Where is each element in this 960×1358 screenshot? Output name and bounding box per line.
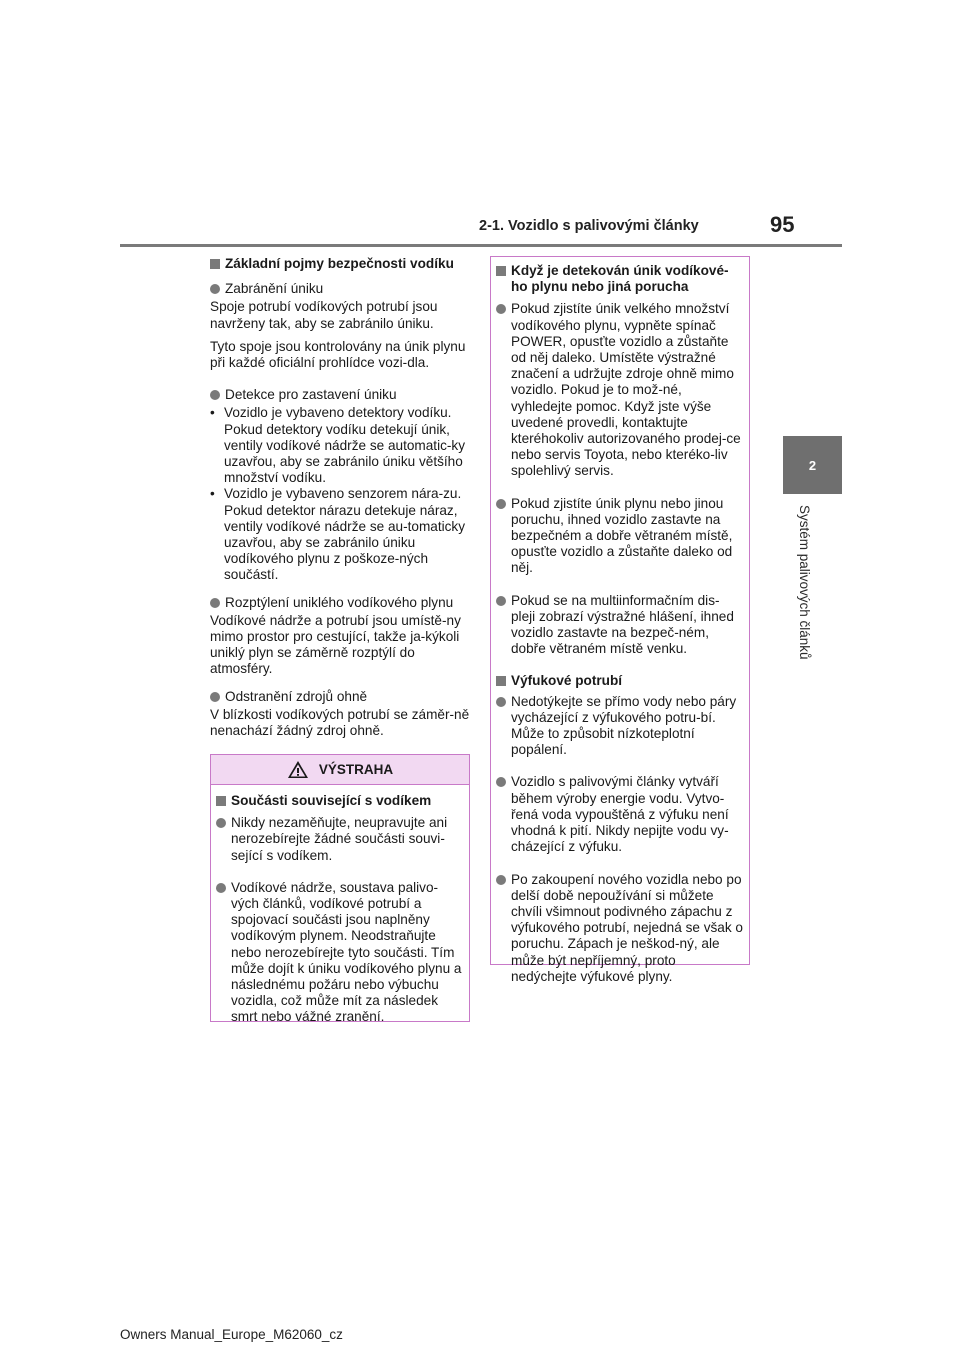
circle-bullet-icon (496, 875, 506, 885)
bullet-item: Pokud zjistíte únik velkého množství vodíkového plynu, vypněte spínač POWER, opusťte vozidlo a zůstaňte od něj daleko. Umístěte výstražné značení a udržujte zdroje ohně mimo vozidlo. Pokud je to mož-né, vyhledejte pomoc. Když jste výše uvedené provedli, kontaktujte kteréhokoliv autorizovaného prodej-ce nebo servis Toyota, nebo kteréko-liv spolehlivý servis. (496, 301, 743, 479)
square-bullet-icon (496, 266, 506, 276)
sub-list-item: • Vozidlo je vybaveno detektory vodíku. Pokud detektory vodíku detekují únik, ventily vodíkové nádrže se automatic-ky uzavřou, aby se zabránilo úniku většího množství vodíku. (210, 405, 466, 486)
circle-bullet-icon (496, 304, 506, 314)
bullet-item: Pokud se na multiinformačním dis-pleji zobrazí výstražné hlášení, ihned vozidlo zastavte na bezpeč-ném, dobře větraném místě venku. (496, 593, 743, 658)
header-divider (120, 244, 842, 247)
bullet-item: Zabránění úniku (210, 281, 472, 297)
section-heading: Když je detekován únik vodíkové-ho plynu nebo jiná porucha (496, 263, 743, 295)
bullet-item: Nedotýkejte se přímo vody nebo páry vycházející z výfukového potru-bí. Může to způsobit nízkoteplotní popálení. (496, 694, 743, 759)
bullet-item: Detekce pro zastavení úniku (210, 387, 472, 403)
circle-bullet-icon (216, 818, 226, 828)
circle-bullet-icon (496, 596, 506, 606)
circle-bullet-icon (496, 499, 506, 509)
left-column (210, 256, 472, 746)
warning-header (211, 755, 469, 785)
page-number: 95 (770, 212, 795, 237)
chapter-tab (783, 436, 842, 494)
section-heading: Součásti související s vodíkem (216, 793, 463, 809)
paragraph: V blízkosti vodíkových potrubí se záměr-ně nenachází žádný zdroj ohně. (210, 706, 470, 739)
chapter-number: 2 (808, 457, 817, 473)
circle-bullet-icon (210, 284, 220, 294)
square-bullet-icon (210, 259, 220, 269)
circle-bullet-icon (210, 598, 220, 608)
section-heading: Základní pojmy bezpečnosti vodíku (210, 256, 472, 272)
warning-box (210, 754, 470, 1025)
section-title: 2-1. Vozidlo s palivovými články (479, 218, 699, 234)
circle-bullet-icon (210, 390, 220, 400)
paragraph: Vodíkové nádrže a potrubí jsou umístě-ny mimo prostor pro cestující, takže ja-kýkoli uniklý plyn se záměrně rozptýlí do atmosféry. (210, 612, 461, 677)
bullet-item: Odstranění zdrojů ohně (210, 689, 472, 705)
bullet-item: Pokud zjistíte únik plynu nebo jinou poruchu, ihned vozidlo zastavte na bezpečném a dobře větraném místě, opusťte vozidlo a zůstaňte daleko od něj. (496, 496, 743, 577)
footer-doc-id: Owners Manual_Europe_M62060_cz (120, 1327, 343, 1342)
warning-title: VÝSTRAHA (318, 762, 394, 777)
right-info-box (490, 256, 750, 984)
bullet-item: Nikdy nezaměňujte, neupravujte ani nerozebírejte žádné součásti souvi-sející s vodíkem. (216, 815, 463, 864)
circle-bullet-icon (216, 883, 226, 893)
square-bullet-icon (216, 796, 226, 806)
bullet-item: Vodíkové nádrže, soustava palivo-vých článků, vodíkové potrubí a spojovací součásti jsou naplněny vodíkovým plynem. Neodstraňujte nebo nerozebírejte tyto součásti. Tím může dojít k úniku vodíkového plynu a následnému požáru nebo výbuchu vozidla, což může mít za následek smrt nebo vážné zranění. (216, 880, 463, 1026)
square-bullet-icon (496, 676, 506, 686)
bullet-item: Rozptýlení uniklého vodíkového plynu (210, 595, 472, 611)
warning-triangle-icon (287, 760, 309, 779)
circle-bullet-icon (496, 697, 506, 707)
bullet-item: Vozidlo s palivovými články vytváří během výroby energie vodu. Vytvo-řená voda vypouštěná z výfuku není vhodná k pití. Nikdy nepijte vodu vy-cházející z výfuku. (496, 774, 743, 855)
section-heading: Výfukové potrubí (496, 673, 743, 689)
sub-list-item: • Vozidlo je vybaveno senzorem nára-zu. Pokud detektor nárazu detekuje náraz, ventily vodíkové nádrže se au-tomaticky uzavřou, aby se zabránilo úniku vodíkového plynu z poškoze-ných součástí. (210, 486, 466, 583)
paragraph: Spoje potrubí vodíkových potrubí jsou navrženy tak, aby se zabránilo úniku. (210, 299, 438, 331)
circle-bullet-icon (496, 777, 506, 787)
bullet-item: Po zakoupení nového vozidla nebo po delší době nepoužívání si můžete chvíli všimnout podivného zápachu z výfukového potrubí, nejedná se však o poruchu. Zápach je neškod-ný, ale může být nepříjemný, proto nedýchejte výfukové plyny. (496, 872, 743, 985)
paragraph: Tyto spoje jsou kontrolovány na únik plynu při každé oficiální prohlídce vozi-dla. (210, 338, 466, 371)
circle-bullet-icon (210, 692, 220, 702)
chapter-label: Systém palivových článků (797, 505, 812, 660)
